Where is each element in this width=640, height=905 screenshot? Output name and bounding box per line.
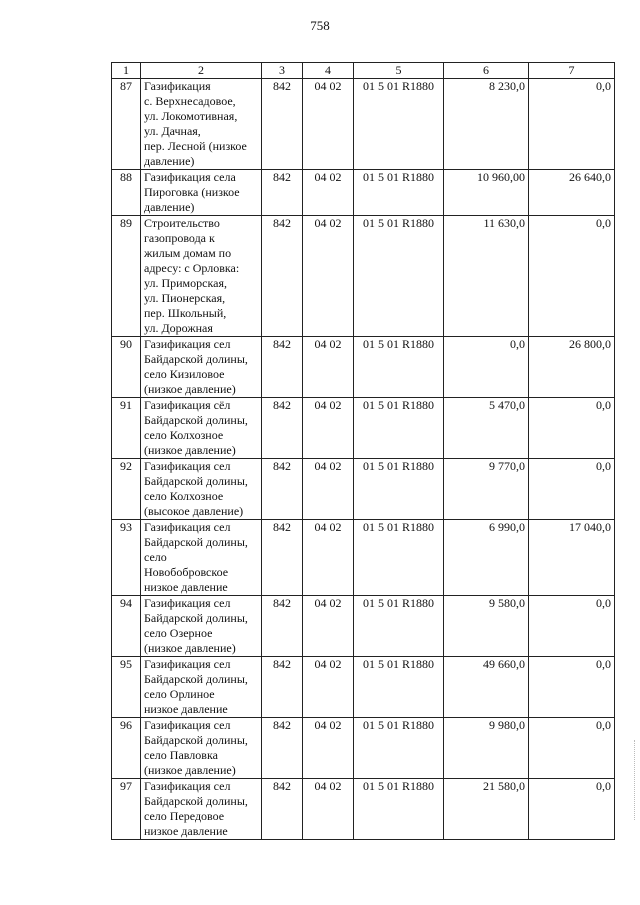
target-article-cell: 01 5 01 R1880 (354, 398, 444, 459)
project-name-cell: Газификация сел Байдарской долины, село Орлиное низкое давление (141, 657, 262, 718)
page-number: 758 (310, 18, 330, 33)
amount-year2-cell: 0,0 (529, 398, 615, 459)
amount-year2-cell: 0,0 (529, 216, 615, 337)
target-article-cell: 01 5 01 R1880 (354, 520, 444, 596)
project-name-cell: Газификация с. Верхнесадовое, ул. Локомотивная, ул. Дачная, пер. Лесной (низкое давление) (141, 79, 262, 170)
target-article-cell: 01 5 01 R1880 (354, 657, 444, 718)
project-name-cell: Строительство газопровода к жилым домам по адресу: с Орловка: ул. Приморская, ул. Пионерская, пер. Школьный, ул. Дорожная (141, 216, 262, 337)
table-row (112, 520, 615, 596)
column-header: 6 (444, 63, 529, 79)
table-row (112, 459, 615, 520)
ministry-code-cell: 842 (262, 520, 303, 596)
ministry-code-cell: 842 (262, 657, 303, 718)
section-code-cell: 04 02 (303, 170, 354, 216)
column-header: 1 (112, 63, 141, 79)
project-name-cell: Газификация сел Байдарской долины, село Новобобровское низкое давление (141, 520, 262, 596)
amount-year1-cell: 9 770,0 (444, 459, 529, 520)
table-row (112, 398, 615, 459)
ministry-code-cell: 842 (262, 170, 303, 216)
amount-year2-cell: 26 640,0 (529, 170, 615, 216)
column-header: 4 (303, 63, 354, 79)
project-name-cell: Газификация сел Байдарской долины, село Колхозное (высокое давление) (141, 459, 262, 520)
amount-year1-cell: 9 980,0 (444, 718, 529, 779)
scan-edge-mark (634, 740, 636, 820)
ministry-code-cell: 842 (262, 216, 303, 337)
ministry-code-cell: 842 (262, 718, 303, 779)
section-code-cell: 04 02 (303, 459, 354, 520)
amount-year2-cell: 0,0 (529, 657, 615, 718)
section-code-cell: 04 02 (303, 79, 354, 170)
ministry-code-cell: 842 (262, 79, 303, 170)
amount-year2-cell: 0,0 (529, 779, 615, 840)
project-name-cell: Газификация сел Байдарской долины, село Передовое низкое давление (141, 779, 262, 840)
target-article-cell: 01 5 01 R1880 (354, 216, 444, 337)
row-number: 91 (112, 398, 141, 459)
section-code-cell: 04 02 (303, 779, 354, 840)
column-header: 2 (141, 63, 262, 79)
section-code-cell: 04 02 (303, 216, 354, 337)
row-number: 96 (112, 718, 141, 779)
amount-year1-cell: 10 960,00 (444, 170, 529, 216)
table-row (112, 779, 615, 840)
amount-year2-cell: 0,0 (529, 79, 615, 170)
row-number: 92 (112, 459, 141, 520)
table-row (112, 596, 615, 657)
amount-year2-cell: 26 800,0 (529, 337, 615, 398)
column-header: 7 (529, 63, 615, 79)
section-code-cell: 04 02 (303, 520, 354, 596)
section-code-cell: 04 02 (303, 718, 354, 779)
amount-year1-cell: 9 580,0 (444, 596, 529, 657)
amount-year1-cell: 21 580,0 (444, 779, 529, 840)
amount-year2-cell: 0,0 (529, 459, 615, 520)
section-code-cell: 04 02 (303, 337, 354, 398)
target-article-cell: 01 5 01 R1880 (354, 337, 444, 398)
target-article-cell: 01 5 01 R1880 (354, 596, 444, 657)
amount-year2-cell: 0,0 (529, 596, 615, 657)
target-article-cell: 01 5 01 R1880 (354, 459, 444, 520)
section-code-cell: 04 02 (303, 596, 354, 657)
amount-year1-cell: 6 990,0 (444, 520, 529, 596)
table-row (112, 170, 615, 216)
amount-year1-cell: 8 230,0 (444, 79, 529, 170)
row-number: 88 (112, 170, 141, 216)
row-number: 97 (112, 779, 141, 840)
target-article-cell: 01 5 01 R1880 (354, 779, 444, 840)
table-body (112, 79, 615, 840)
section-code-cell: 04 02 (303, 398, 354, 459)
ministry-code-cell: 842 (262, 337, 303, 398)
project-name-cell: Газификация сел Байдарской долины, село Озерное (низкое давление) (141, 596, 262, 657)
row-number: 93 (112, 520, 141, 596)
target-article-cell: 01 5 01 R1880 (354, 170, 444, 216)
target-article-cell: 01 5 01 R1880 (354, 79, 444, 170)
ministry-code-cell: 842 (262, 459, 303, 520)
column-header: 5 (354, 63, 444, 79)
amount-year2-cell: 17 040,0 (529, 520, 615, 596)
amount-year1-cell: 0,0 (444, 337, 529, 398)
section-code-cell: 04 02 (303, 657, 354, 718)
table-row (112, 337, 615, 398)
ministry-code-cell: 842 (262, 779, 303, 840)
row-number: 94 (112, 596, 141, 657)
budget-table (111, 62, 615, 840)
column-header: 3 (262, 63, 303, 79)
table-row (112, 79, 615, 170)
project-name-cell: Газификация сел Байдарской долины, село Кизиловое (низкое давление) (141, 337, 262, 398)
project-name-cell: Газификация сел Байдарской долины, село Павловка (низкое давление) (141, 718, 262, 779)
row-number: 90 (112, 337, 141, 398)
project-name-cell: Газификация сёл Байдарской долины, село Колхозное (низкое давление) (141, 398, 262, 459)
table-row (112, 657, 615, 718)
amount-year1-cell: 11 630,0 (444, 216, 529, 337)
table-row (112, 216, 615, 337)
amount-year1-cell: 49 660,0 (444, 657, 529, 718)
table-row (112, 718, 615, 779)
amount-year2-cell: 0,0 (529, 718, 615, 779)
ministry-code-cell: 842 (262, 398, 303, 459)
amount-year1-cell: 5 470,0 (444, 398, 529, 459)
row-number: 87 (112, 79, 141, 170)
ministry-code-cell: 842 (262, 596, 303, 657)
target-article-cell: 01 5 01 R1880 (354, 718, 444, 779)
table-header-row (112, 63, 615, 79)
project-name-cell: Газификация села Пироговка (низкое давление) (141, 170, 262, 216)
row-number: 89 (112, 216, 141, 337)
row-number: 95 (112, 657, 141, 718)
